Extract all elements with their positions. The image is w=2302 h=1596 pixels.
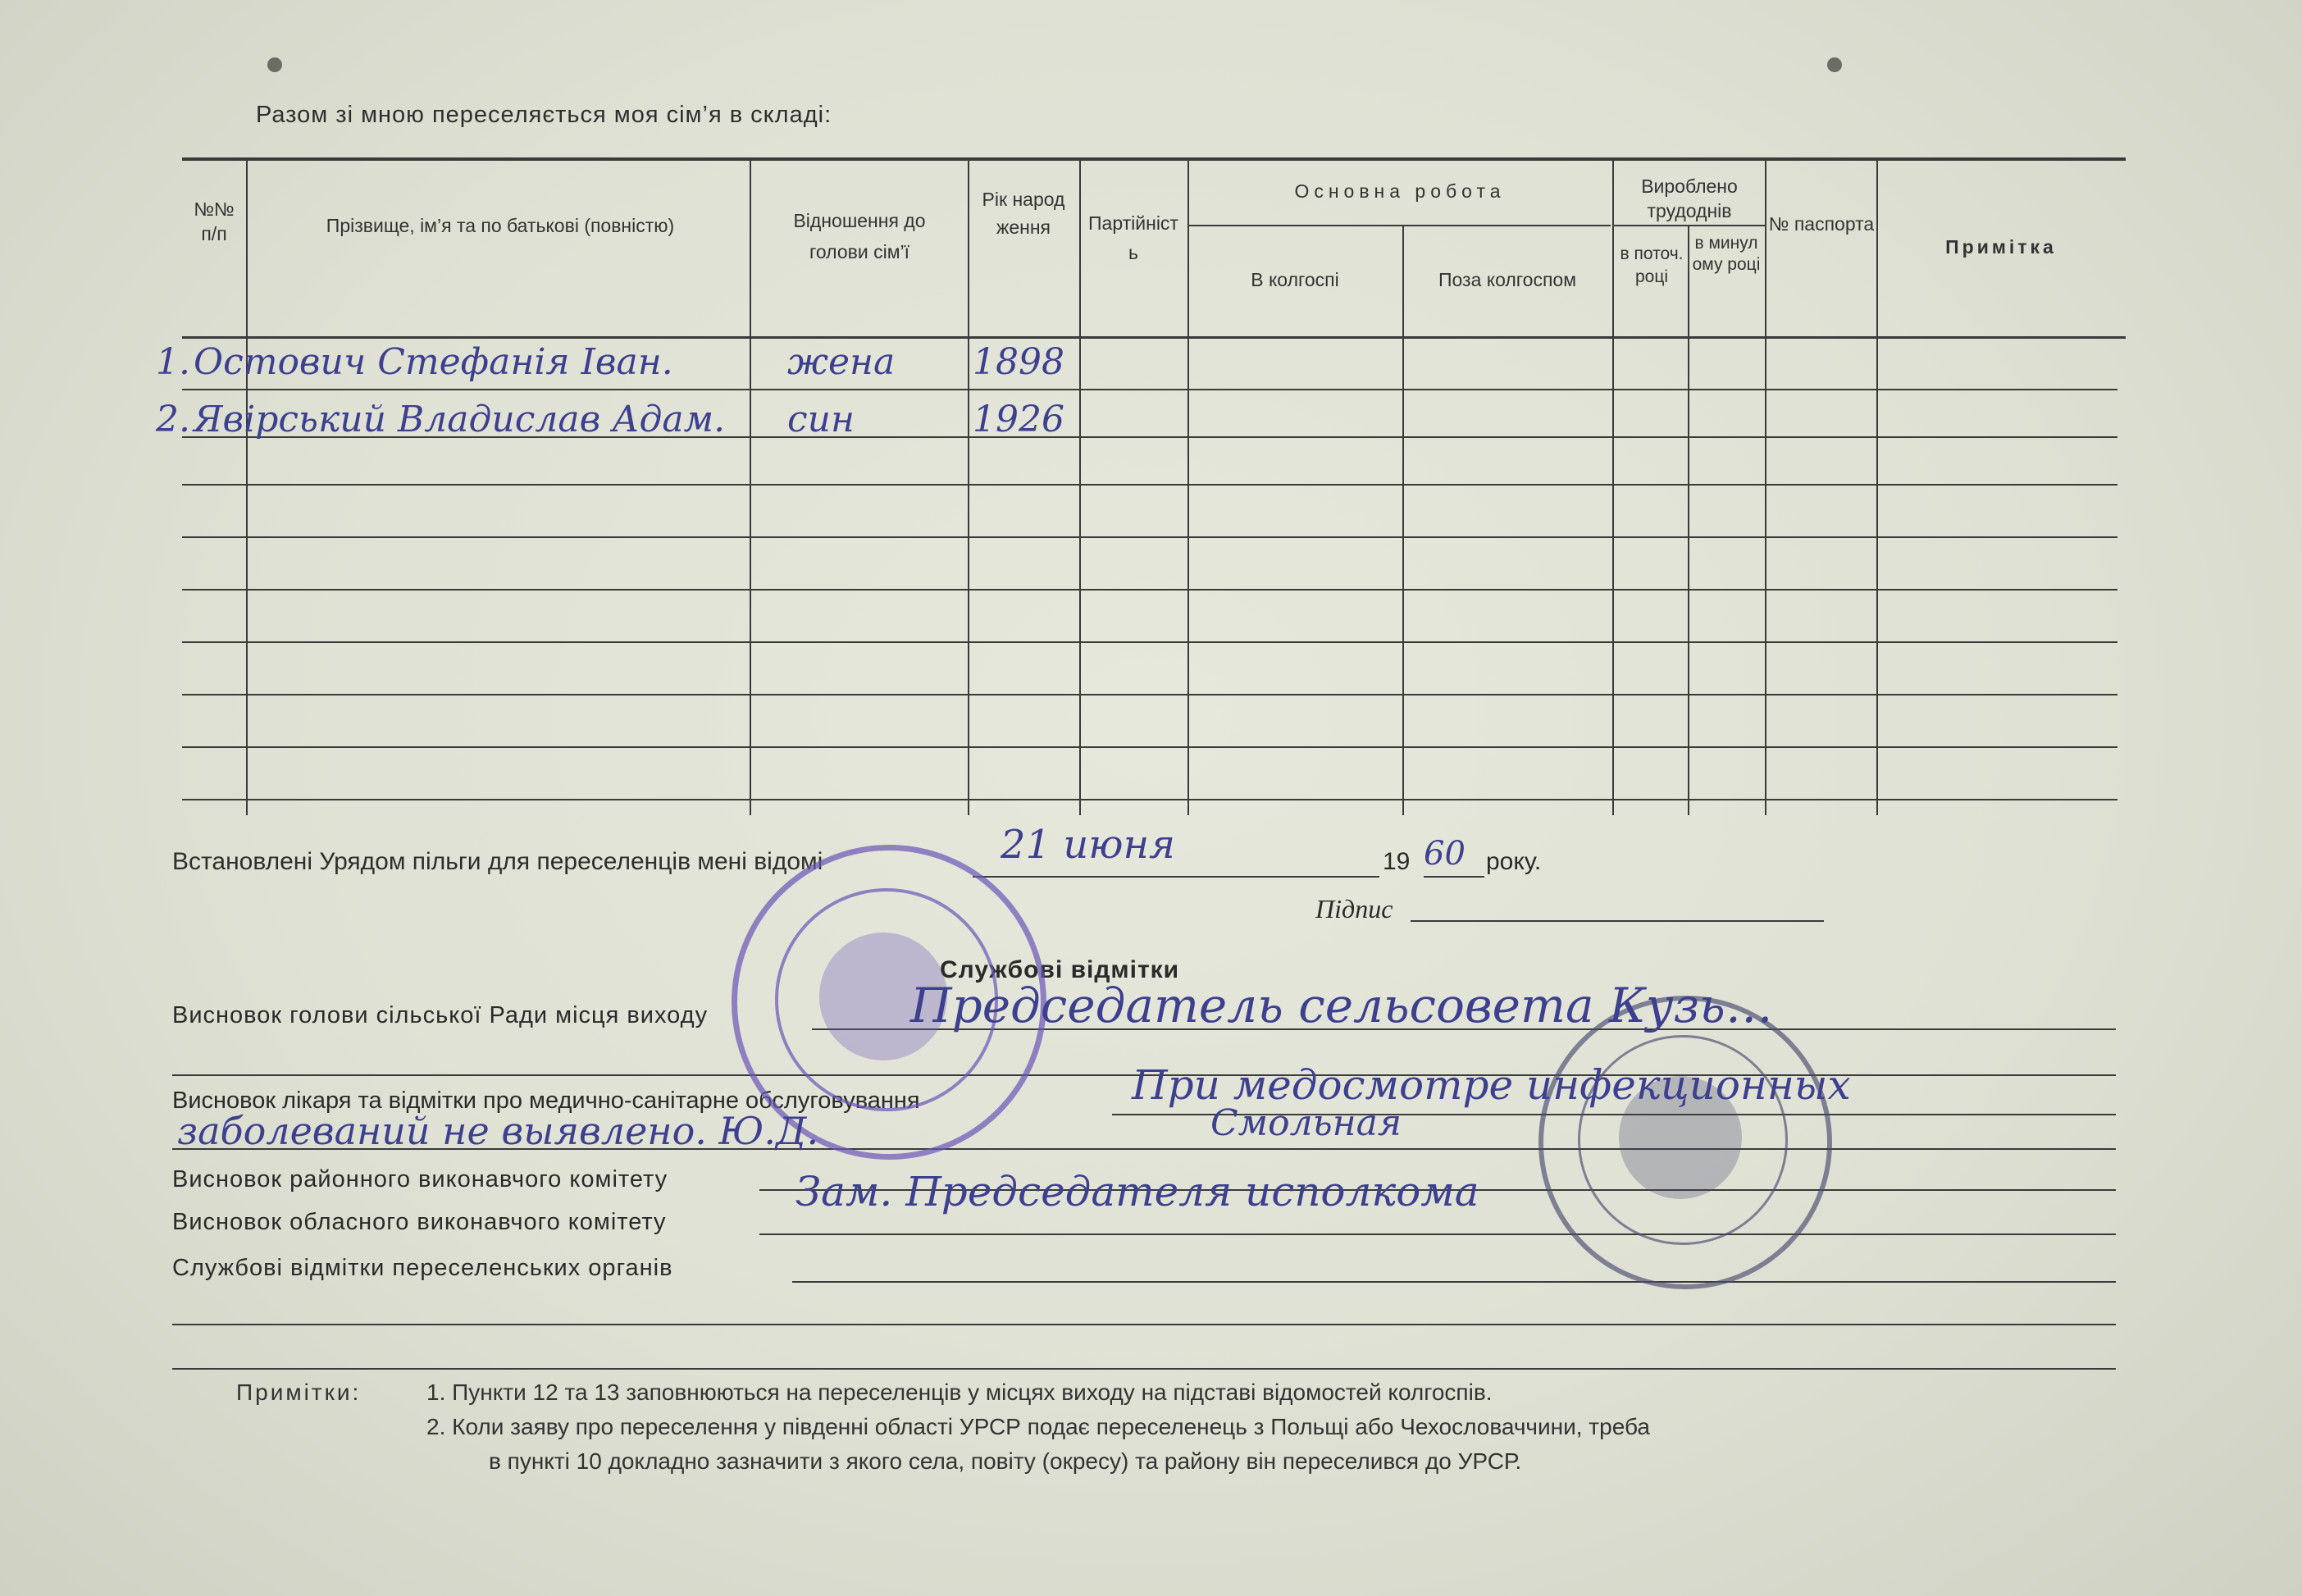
- year-value: 60: [1424, 835, 1466, 873]
- header-full-name: Прізвище, ім’я та по батькові (повністю): [326, 215, 675, 236]
- row-birth-year: 1926: [973, 399, 1064, 440]
- district-committee-label: Висновок районного виконавчого комітету: [172, 1166, 668, 1192]
- doctor-signature: Смольная: [1210, 1102, 1402, 1144]
- row-number: 1.: [156, 341, 190, 383]
- header-relation: Відношення до голови сім’ї: [793, 210, 926, 262]
- row-number: 2.: [156, 399, 190, 440]
- year-prefix: 19: [1383, 848, 1411, 875]
- year-suffix: року.: [1486, 848, 1542, 875]
- header-outside-kolhosp: Поза колгоспом: [1438, 269, 1577, 290]
- header-workdays: Вироблено трудоднів: [1641, 176, 1738, 221]
- header-note: Примітка: [1945, 236, 2057, 258]
- official-title: Службові відмітки: [940, 956, 1180, 983]
- signature-label: Підпис: [1315, 894, 1393, 923]
- round-stamp: [1538, 996, 1832, 1289]
- header-last-year: в минулому році: [1692, 234, 1761, 274]
- notes-label: Примітки:: [236, 1379, 362, 1405]
- row-relation: жена: [787, 341, 896, 383]
- header-main-work: Основна робота: [1294, 180, 1506, 202]
- header-number: №№ п/п: [194, 198, 235, 244]
- row-birth-year: 1898: [973, 341, 1064, 383]
- header-in-kolhosp: В колгоспі: [1251, 269, 1339, 290]
- doctor-handwriting-line2: заболеваний не выявлено. Ю.Д.: [177, 1109, 819, 1153]
- intro-text: Разом зі мною переселяється моя сім’я в складі:: [256, 102, 832, 128]
- benefits-date: 21 июня: [1001, 822, 1175, 868]
- village-council-label: Висновок голови сільської Ради місця виходу: [172, 1002, 709, 1028]
- header-current-year: в поточ. році: [1620, 244, 1684, 286]
- punch-hole: [1827, 57, 1842, 72]
- row-name: Явірський Владислав Адам.: [194, 399, 726, 440]
- doctor-handwriting-line1: При медосмотре инфекционных: [1132, 1061, 1851, 1109]
- header-birth-year: Рік народження: [982, 189, 1065, 238]
- doctor-label: Висновок лікаря та відмітки про медично-санітарне обслуговування: [172, 1088, 920, 1114]
- note-item-2-line-1: 2. Коли заяву про переселення у південні області УРСР подає переселенець з Польщі або Чехословаччини, треба: [426, 1414, 1650, 1439]
- header-party: Партійність: [1088, 212, 1178, 263]
- row-name: Остович Стефанія Іван.: [194, 341, 673, 383]
- village-council-handwriting: Председатель сельсовета Кузь…: [910, 978, 1773, 1033]
- note-item-1: 1. Пункти 12 та 13 заповнюються на переселенців у місцях виходу на підставі відомостей колгоспів.: [426, 1379, 1493, 1405]
- resettlement-marks-label: Службові відмітки переселенських органів: [172, 1255, 673, 1281]
- note-item-2-line-2: в пункті 10 докладно зазначити з якого села, повіту (окресу) та району він переселився до УРСР.: [489, 1448, 1522, 1474]
- district-committee-handwriting: Зам. Председателя исполкома: [795, 1168, 1479, 1215]
- regional-committee-label: Висновок обласного виконавчого комітету: [172, 1209, 667, 1235]
- row-relation: син: [787, 399, 855, 440]
- benefits-text: Встановлені Урядом пільги для переселенців мені відомі: [172, 848, 823, 875]
- punch-hole: [267, 57, 282, 72]
- header-passport: № паспорта: [1768, 213, 1875, 235]
